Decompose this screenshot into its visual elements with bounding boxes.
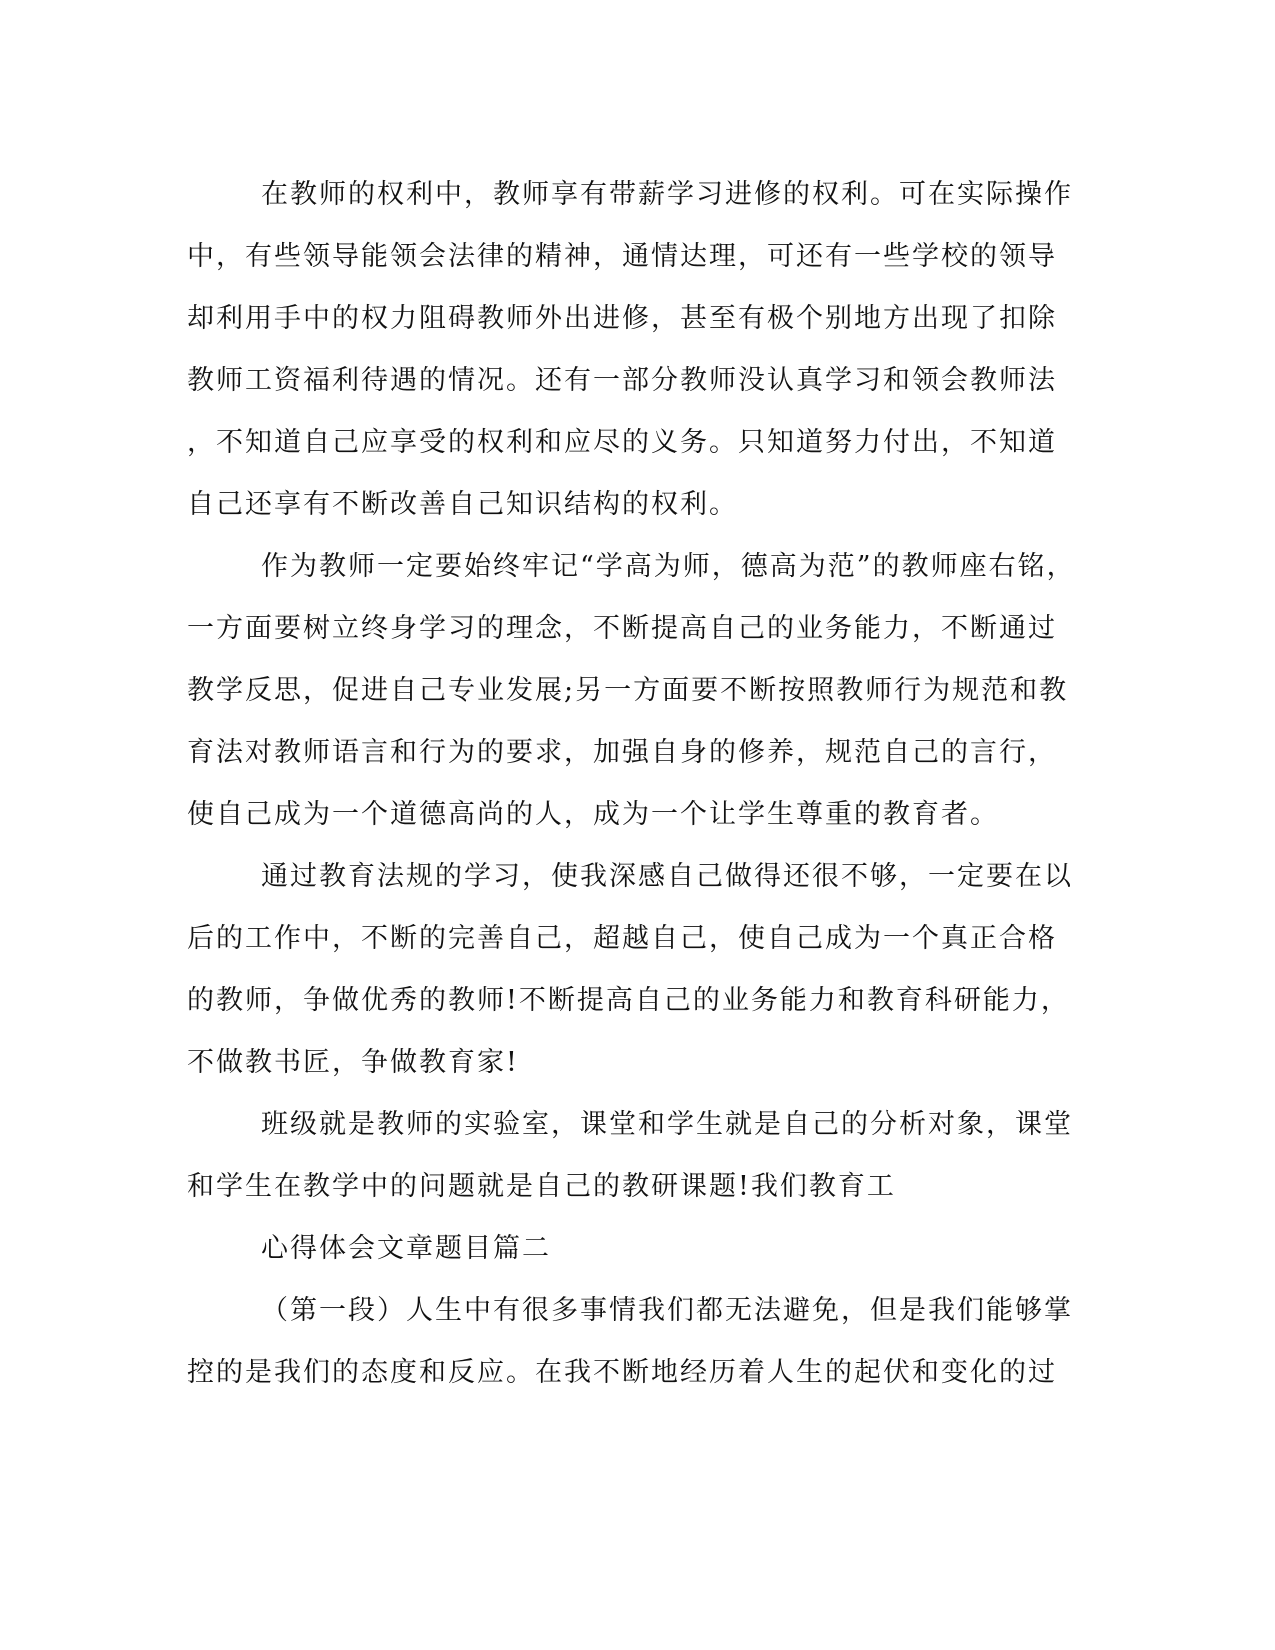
text-line: 教学反思，促进自己专业发展;另一方面要不断按照教师行为规范和教 [187,675,1069,706]
text-line: 不做教书匠，争做教育家! [187,1047,519,1078]
text-line: 和学生在教学中的问题就是自己的教研课题!我们教育工 [187,1171,896,1202]
text-line: 控的是我们的态度和反应。在我不断地经历着人生的起伏和变化的过 [187,1357,1057,1388]
text-line: 通过教育法规的学习，使我深感自己做得还很不够，一定要在以 [261,861,1073,892]
text-line: 中，有些领导能领会法律的精神，通情达理，可还有一些学校的领导 [187,241,1057,272]
section-heading: 心得体会文章题目篇二 [261,1233,551,1264]
text-line: 班级就是教师的实验室，课堂和学生就是自己的分析对象，课堂 [261,1109,1073,1140]
text-line: ，不知道自己应享受的权利和应尽的义务。只知道努力付出，不知道 [187,427,1057,458]
text-line: 作为教师一定要始终牢记“学高为师，德高为范”的教师座右铭， [261,551,1076,582]
text-line: （第一段）人生中有很多事情我们都无法避免，但是我们能够掌 [261,1295,1073,1326]
document-body [187,164,1076,1404]
text-line: 使自己成为一个道德高尚的人，成为一个让学生尊重的教育者。 [187,799,999,830]
text-line: 育法对教师语言和行为的要求，加强自身的修养，规范自己的言行， [187,737,1057,768]
text-line: 一方面要树立终身学习的理念，不断提高自己的业务能力，不断通过 [187,613,1057,644]
text-line: 自己还享有不断改善自己知识结构的权利。 [187,489,738,520]
text-line: 却利用手中的权力阻碍教师外出进修，甚至有极个别地方出现了扣除 [187,303,1057,334]
text-line: 后的工作中，不断的完善自己，超越自己，使自己成为一个真正合格 [187,923,1057,954]
text-line: 的教师，争做优秀的教师!不断提高自己的业务能力和教育科研能力， [187,985,1070,1016]
text-line: 在教师的权利中，教师享有带薪学习进修的权利。可在实际操作 [261,179,1073,210]
text-line: 教师工资福利待遇的情况。还有一部分教师没认真学习和领会教师法 [187,365,1057,396]
